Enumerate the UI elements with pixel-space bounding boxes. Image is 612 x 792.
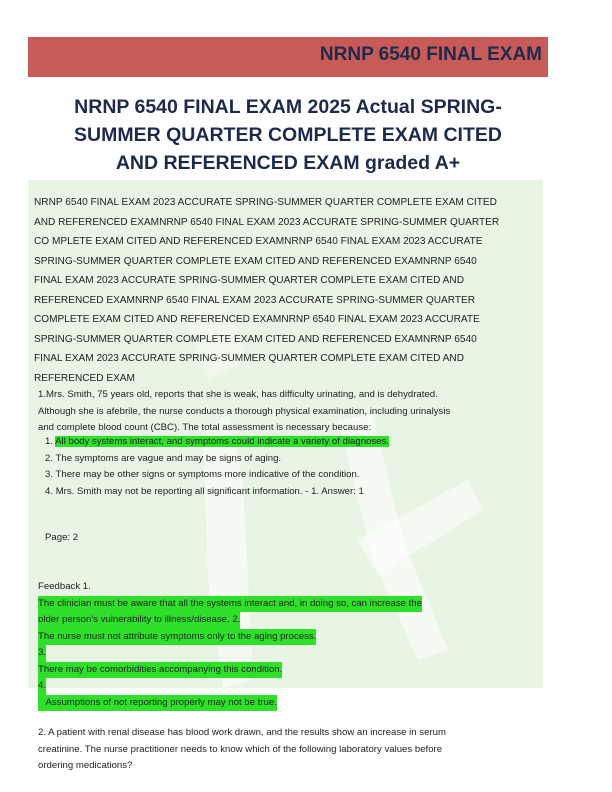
option-text-highlighted: All body systems interact, and symptoms could indicate a variety of diagnoses. xyxy=(55,436,389,447)
intro-line: CO MPLETE EXAM CITED AND REFERENCED EXAMNRNP 6540 FINAL EXAM 2023 ACCURATE xyxy=(34,236,483,247)
intro-line: FINAL EXAM 2023 ACCURATE SPRING-SUMMER QUARTER COMPLETE EXAM CITED AND xyxy=(34,275,464,286)
question-1-feedback xyxy=(38,579,422,711)
option-number: 4. xyxy=(45,485,54,497)
intro-line: NRNP 6540 FINAL EXAM 2023 ACCURATE SPRING-SUMMER QUARTER COMPLETE EXAM CITED xyxy=(34,197,497,208)
intro-line: REFERENCED EXAMNRNP 6540 FINAL EXAM 2023 ACCURATE SPRING-SUMMER QUARTER xyxy=(34,294,476,306)
question-2-stem xyxy=(38,725,538,775)
page-title xyxy=(28,93,548,177)
intro-line: SPRING-SUMMER QUARTER COMPLETE EXAM CITED AND REFERENCED EXAMNRNP 6540 xyxy=(34,255,477,267)
option-number: 3. xyxy=(45,469,54,480)
intro-line: AND REFERENCED EXAMNRNP 6540 FINAL EXAM 2023 ACCURATE SPRING-SUMMER QUARTER xyxy=(34,216,500,228)
feedback-line: The nurse must not attribute symptoms only to the aging process. xyxy=(38,629,316,646)
intro-line: FINAL EXAM 2023 ACCURATE SPRING-SUMMER QUARTER COMPLETE EXAM CITED AND xyxy=(34,353,464,364)
feedback-line: 4. xyxy=(38,678,46,695)
intro-line: COMPLETE EXAM CITED AND REFERENCED EXAMNRNP 6540 FINAL EXAM 2023 ACCURATE xyxy=(34,314,480,325)
title-line-3: AND REFERENCED EXAM graded A+ xyxy=(115,152,461,174)
feedback-line: older person's vulnerability to illness/disease. 2. xyxy=(38,612,240,629)
title-line-2: SUMMER QUARTER COMPLETE EXAM CITED xyxy=(74,124,502,146)
intro-paragraph xyxy=(34,193,544,388)
option-item xyxy=(45,484,389,501)
page-number-label: Page: 2 xyxy=(45,532,79,543)
stem-line: ordering medications? xyxy=(38,760,133,771)
feedback-line: Assumptions of not reporting properly may not be true. xyxy=(38,695,277,712)
feedback-title: Feedback 1. xyxy=(38,581,91,592)
stem-line: 1.Mrs. Smith, 75 years old, reports that she is weak, has difficulty urinating, and is dehydrated. xyxy=(38,389,438,400)
question-1-stem xyxy=(38,387,518,437)
feedback-line: 3. xyxy=(38,645,46,662)
title-line-1: NRNP 6540 FINAL EXAM 2025 Actual SPRING- xyxy=(74,96,502,118)
option-text: There may be other signs or symptoms more indicative of the condition. xyxy=(55,469,360,480)
option-number: 1. xyxy=(45,436,54,447)
intro-line: REFERENCED EXAM xyxy=(34,372,135,384)
option-number: 2. xyxy=(45,452,54,464)
feedback-line: The clinician must be aware that all the systems interact and, in doing so, can increase the xyxy=(38,596,422,613)
intro-line: SPRING-SUMMER QUARTER COMPLETE EXAM CITED AND REFERENCED EXAMNRNP 6540 xyxy=(34,333,477,345)
stem-line: creatinine. The nurse practitioner needs to know which of the following laboratory values before xyxy=(38,743,443,755)
option-item xyxy=(45,451,389,468)
option-text: Mrs. Smith may not be reporting all significant information. - 1. Answer: 1 xyxy=(55,485,364,497)
option-item xyxy=(45,434,389,451)
feedback-line: There may be comorbidities accompanying this condition. xyxy=(38,662,282,679)
stem-line: 2. A patient with renal disease has blood work drawn, and the results show an increase in serum xyxy=(38,727,446,738)
question-1-options xyxy=(45,434,389,500)
header-banner xyxy=(28,37,548,77)
stem-line: Although she is afebrile, the nurse conducts a thorough physical examination, including urinalysis xyxy=(38,405,451,417)
stem-line: and complete blood count (CBC). The total assessment is necessary because: xyxy=(38,422,372,433)
option-item xyxy=(45,467,389,484)
banner-title: NRNP 6540 FINAL EXAM xyxy=(319,44,542,65)
option-text: The symptoms are vague and may be signs of aging. xyxy=(55,452,282,464)
